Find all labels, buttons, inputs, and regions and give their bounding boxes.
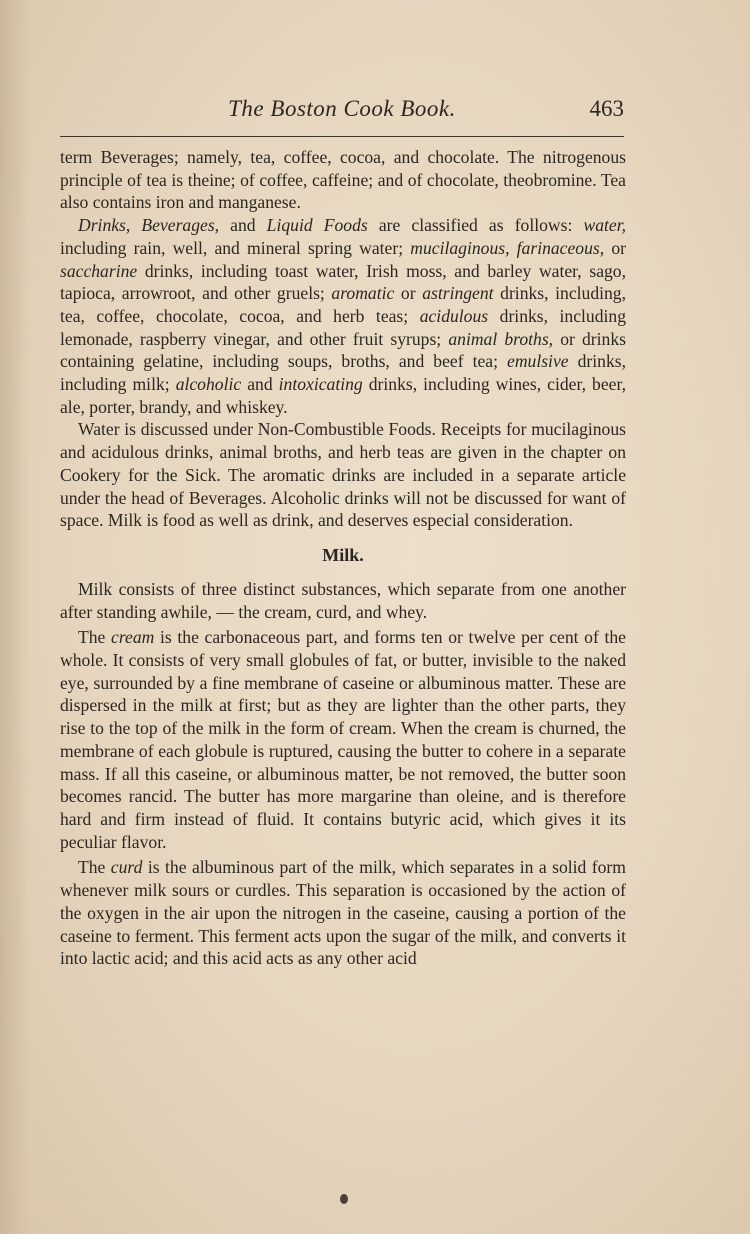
text: and	[241, 374, 279, 395]
text: The	[78, 627, 112, 648]
term: cream	[111, 627, 155, 648]
term: emulsive	[507, 351, 569, 372]
text: or	[604, 237, 626, 258]
text: drinks, including toast water, Irish moss, and barley water, sago, tapioca, arrowroot, and other gruels;	[60, 260, 626, 304]
text: including rain, well, and mineral spring water;	[60, 237, 411, 258]
term: acidulous	[419, 305, 489, 326]
term: astringent	[422, 283, 494, 304]
paragraph-classification	[60, 214, 626, 418]
text: or	[394, 283, 423, 304]
term: alcoholic	[175, 374, 242, 395]
running-title: The Boston Cook Book.	[228, 96, 456, 121]
term: water,	[583, 215, 626, 236]
header-rule	[60, 136, 624, 137]
term: mucilaginous, farinaceous,	[410, 237, 605, 258]
paragraph-curd	[60, 856, 626, 970]
text: are classified as follows:	[367, 215, 584, 236]
term: Drinks, Beverages,	[78, 215, 220, 236]
paragraph-beverages-intro: term Beverages; namely, tea, coffee, cocoa, and chocolate. The nitrogenous principle of tea is theine; of coffee, caffeine; and of chocolate, theobromine. Tea also contains iron and manganese.	[60, 147, 626, 213]
text: drinks, including wines, cider, beer, ale, porter, brandy, and whiskey.	[60, 374, 626, 417]
paragraph-water: Water is discussed under Non-Combustible Foods. Receipts for mucilaginous and acidulous drinks, animal broths, and herb teas are given in the chapter on Cookery for the Sick. The aromatic drinks are included in a separate article under the head of Beverages. Alcoholic drinks will not be discussed for want of space. Milk is food as well as drink, and deserves especial consideration.	[60, 419, 626, 531]
section-heading-milk: Milk.	[322, 544, 364, 565]
term: aromatic	[331, 283, 395, 304]
body-text	[60, 146, 626, 970]
term: Liquid Foods	[266, 215, 368, 236]
term: intoxicating	[278, 374, 363, 395]
text: and	[219, 215, 267, 236]
page-number: 463	[589, 96, 624, 121]
page-edge-shadow	[0, 0, 30, 1234]
running-header	[60, 96, 624, 136]
text: is the albuminous part of the milk, which separates in a solid form whenever milk sours or curdles. This separation is occasioned by the action of the oxygen in the air upon the nitrogen in the caseine, causing a portion of the caseine to ferment. This ferment acts upon the sugar of the milk, and converts it into lactic acid; and this acid acts as any other acid	[60, 857, 626, 969]
text: drinks, including milk;	[60, 351, 626, 395]
term: curd	[110, 857, 143, 878]
paragraph-cream	[60, 626, 626, 853]
term: animal broths,	[448, 328, 554, 349]
footer-ornament	[340, 1194, 348, 1204]
text: The	[78, 857, 111, 878]
text: drinks, including, tea, coffee, chocolate, cocoa, and herb teas;	[60, 283, 626, 326]
paragraph-milk-intro: Milk consists of three distinct substances, which separate from one another after standing awhile, — the cream, curd, and whey.	[60, 578, 626, 622]
term: saccharine	[60, 260, 138, 281]
text: is the carbonaceous part, and forms ten or twelve per cent of the whole. It consists of very small globules of fat, or butter, invisible to the naked eye, surrounded by a fine membrane of caseine or albuminous matter. These are dispersed in the milk at first; but as they are lighter than the other parts, they rise to the top of the milk in the form of cream. When the cream is churned, the membrane of each globule is ruptured, causing the butter to cohere in a separate mass. If all this caseine, or albuminous matter, be not removed, the butter soon becomes rancid. The butter has more margarine than oleine, and is therefore hard and firm instead of fluid. It contains butyric acid, which gives it its peculiar flavor.	[60, 627, 626, 852]
text: or drinks containing gelatine, including soups, broths, and beef tea;	[60, 328, 626, 372]
text: drinks, including lemonade, raspberry vinegar, and other fruit syrups;	[60, 305, 627, 349]
